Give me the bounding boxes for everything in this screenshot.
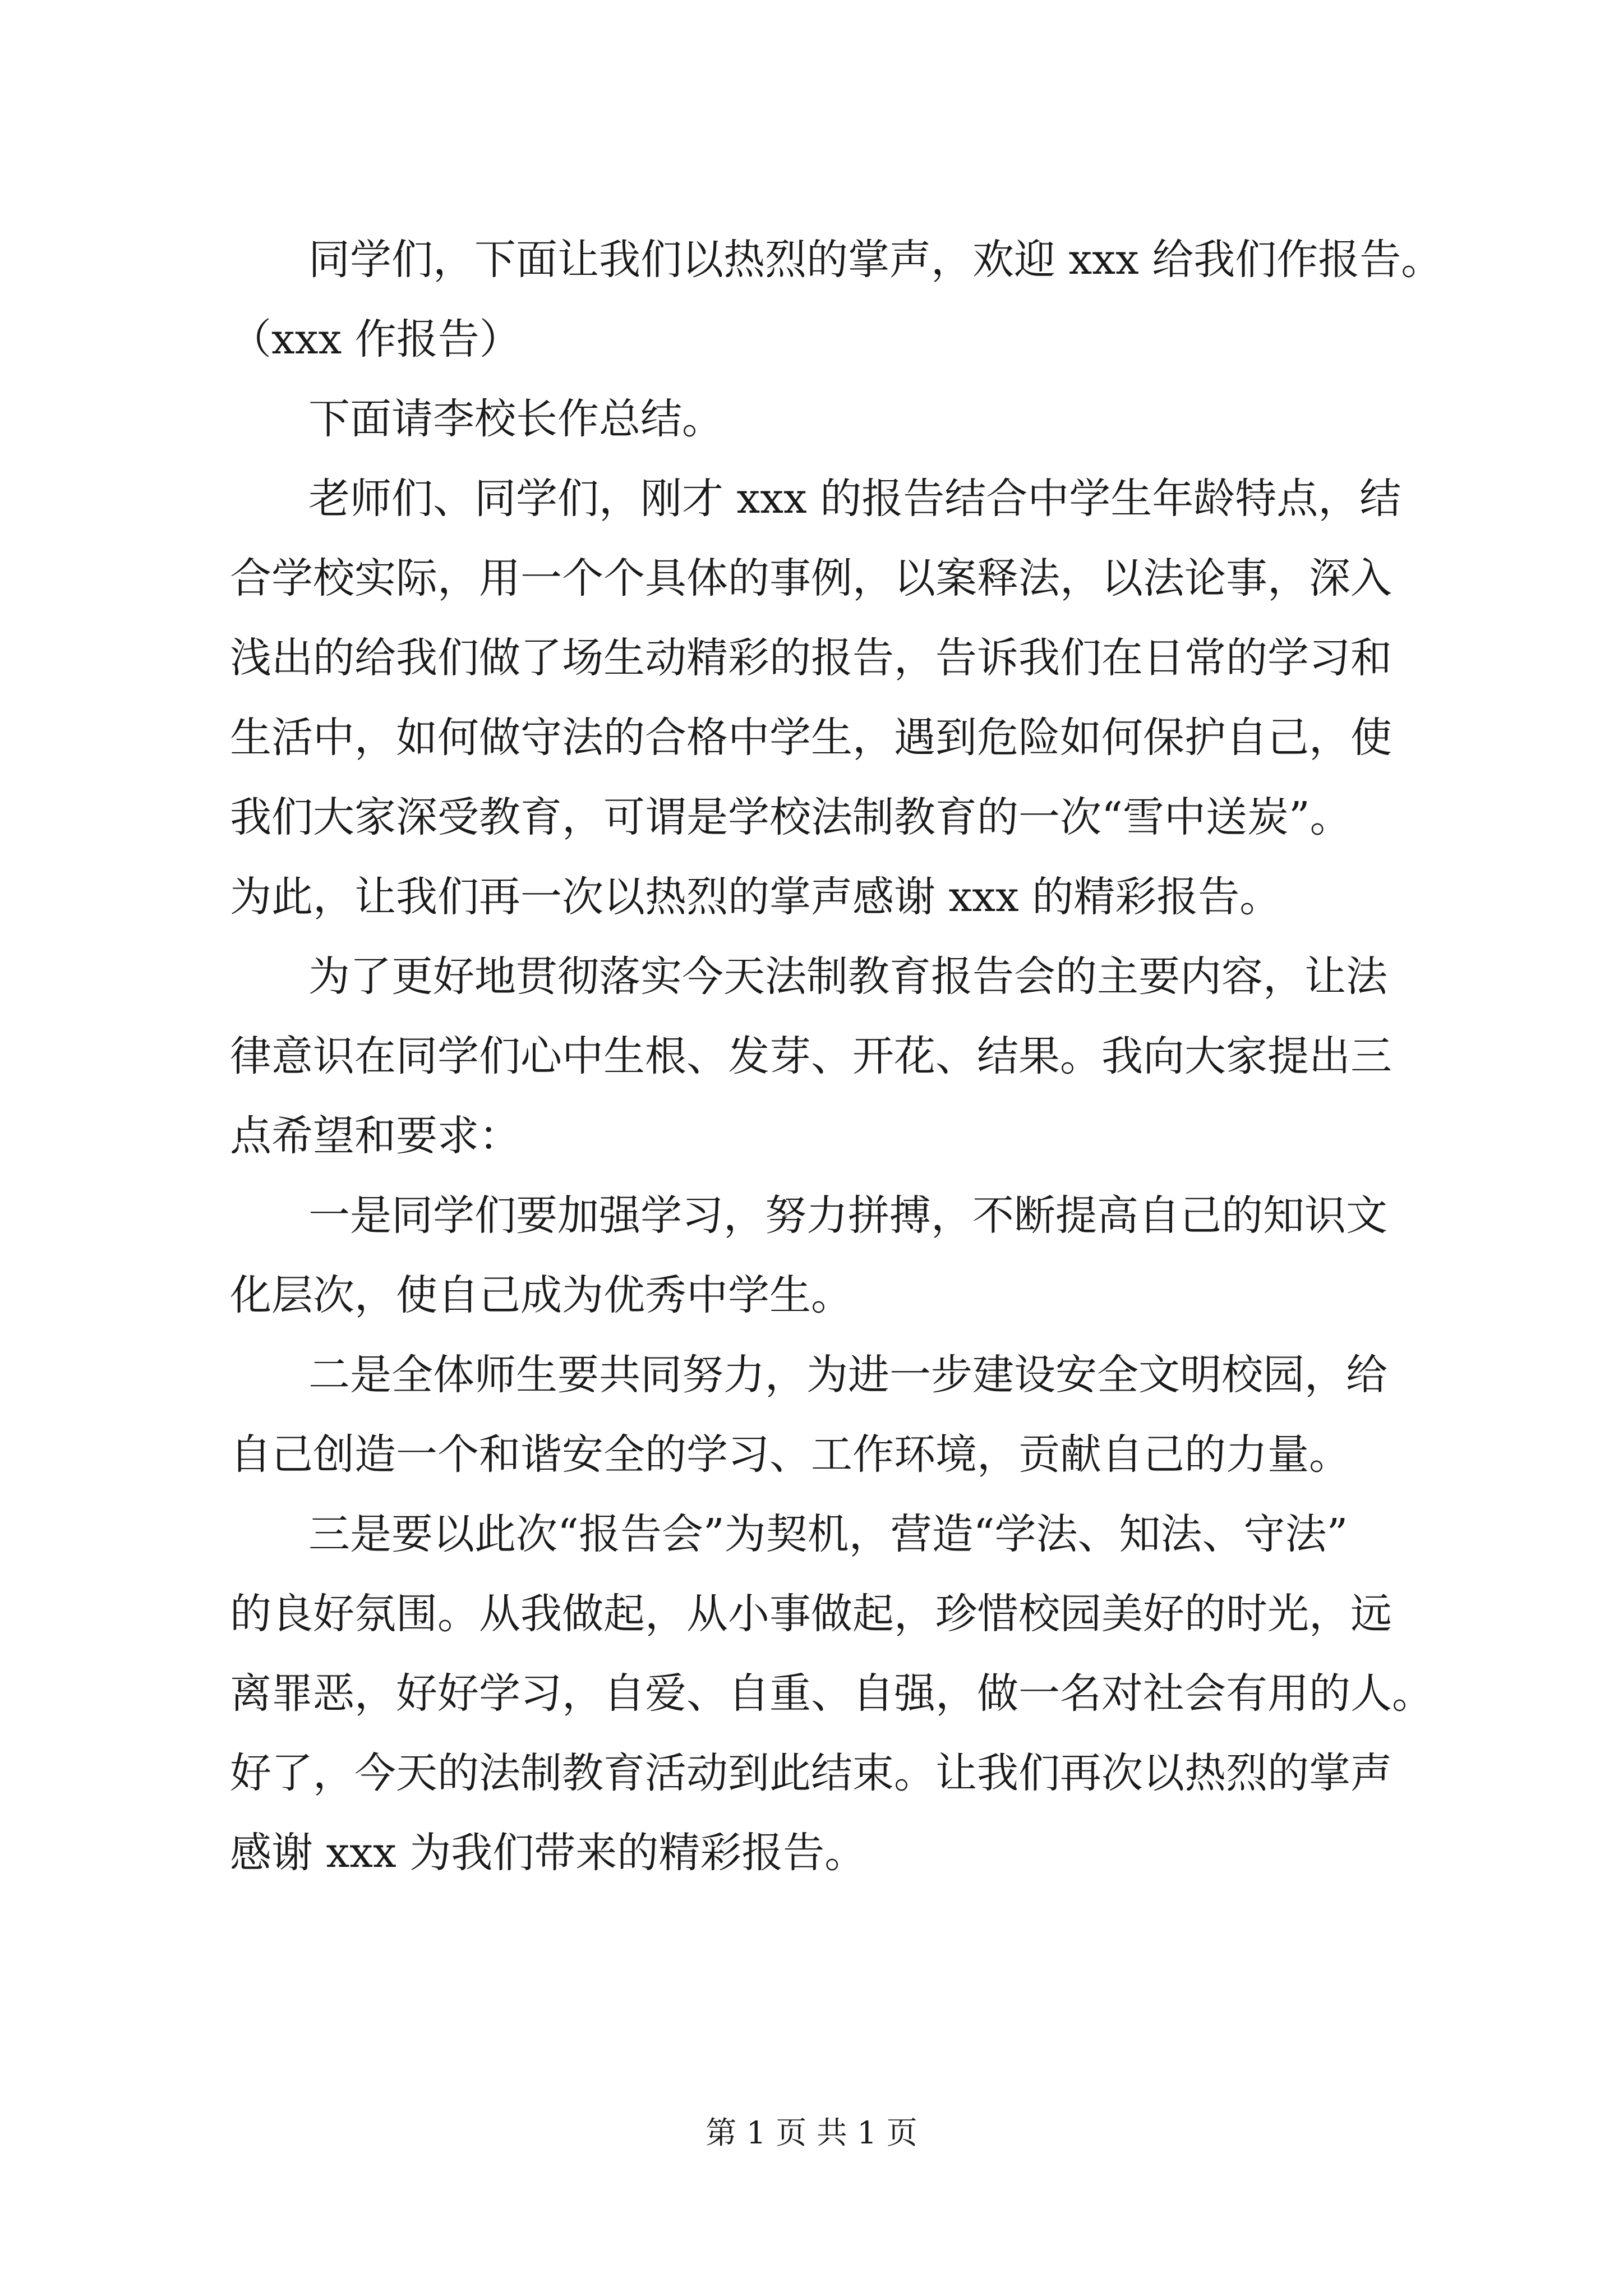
text-line: 为了更好地贯彻落实今天法制教育报告会的主要内容，让法 [308,953,1387,1001]
text-line: 二是全体师生要共同努力，为进一步建设安全文明校园，给 [308,1351,1387,1399]
text-line: 为此，让我们再一次以热烈的掌声感谢 xxx 的精彩报告。 [230,873,1281,921]
text-line: 点希望和要求： [230,1112,520,1160]
text-line: 离罪恶，好好学习，自爱、自重、自强，做一名对社会有用的人。 [230,1669,1433,1718]
text-line: 自己创造一个和谐安全的学习、工作环境，贡献自己的力量。 [230,1430,1350,1479]
text-line: 我们大家深受教育，可谓是学校法制教育的一次“雪中送炭”。 [230,793,1352,841]
text-line: 浅出的给我们做了场生动精彩的报告，告诉我们在日常的学习和 [230,634,1392,682]
text-line: 感谢 xxx 为我们带来的精彩报告。 [230,1829,866,1877]
text-line: 合学校实际，用一个个具体的事例，以案释法，以法论事，深入 [230,554,1392,602]
page-number-footer: 第 1 页 共 1 页 [706,2115,917,2151]
document-body [230,220,1443,1893]
text-line: 化层次，使自己成为优秀中学生。 [230,1271,852,1319]
text-line: 律意识在同学们心中生根、发芽、开花、结果。我向大家提出三 [230,1032,1392,1080]
text-line: 同学们，下面让我们以热烈的掌声，欢迎 xxx 给我们作报告。 [308,236,1443,284]
text-line: 老师们、同学们，刚才 xxx 的报告结合中学生年龄特点，结 [308,475,1401,523]
text-line: 好了，今天的法制教育活动到此结束。让我们再次以热烈的掌声 [230,1749,1392,1797]
text-line: 生活中，如何做守法的合格中学生，遇到危险如何保护自己，使 [230,714,1392,762]
text-line: 一是同学们要加强学习，努力拼搏，不断提高自己的知识文 [308,1191,1387,1240]
text-line: 三是要以此次“报告会”为契机，营造“学法、知法、守法” [308,1510,1348,1558]
text-line: 的良好氛围。从我做起，从小事做起，珍惜校园美好的时光，远 [230,1590,1392,1638]
text-line: 下面请李校长作总结。 [308,395,723,443]
text-line: （xxx 作报告） [230,315,521,364]
